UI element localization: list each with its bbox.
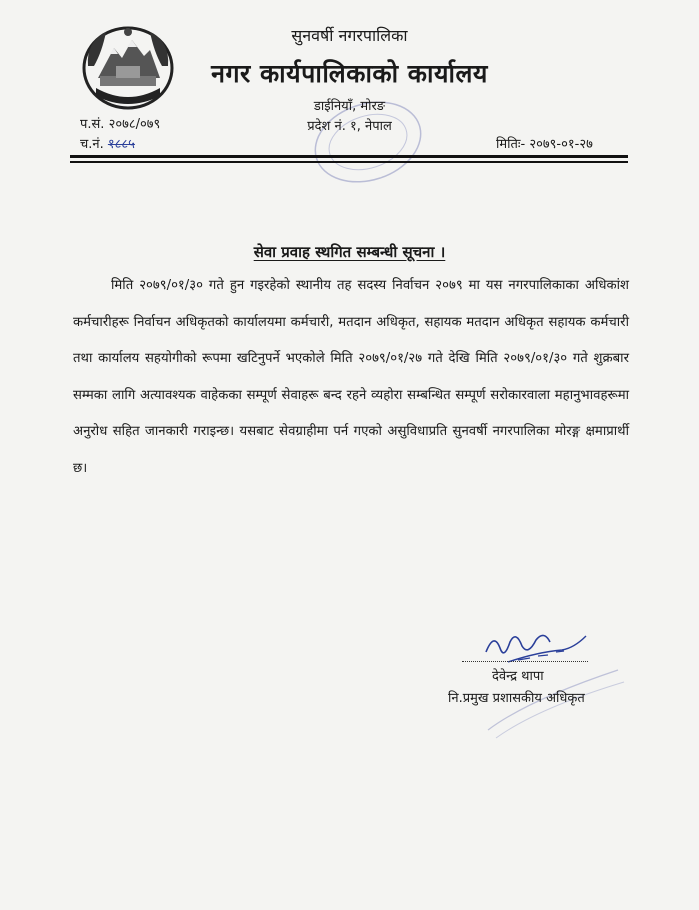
letter-date bbox=[496, 134, 593, 152]
municipality-name: सुनवर्षी नगरपालिका bbox=[291, 26, 408, 45]
date-label: मितिः- bbox=[496, 137, 526, 152]
subject-text: सेवा प्रवाह स्थगित सम्बन्धी सूचना । bbox=[253, 243, 446, 261]
notice-body: मिति २०७९/०१/३० गते हुन गइरहेको स्थानीय तह सदस्य निर्वाचन २०७९ मा यस नगरपालिकाका अधिकांश कर्मचारीहरू निर्वाचन अधिकृतको कार्यालयमा कर्मचारी, मतदान अधिकृत, सहायक मतदान अधिकृत सहायक कर्मचारी तथा कार्यालय सहयोगीको रूपमा खटिनुपर्ने भएकोले मिति २०७९/०१/२७ गते देखि मिति २०७९/०१/३० गते शुक्रबार सम्मका लागि अत्यावश्यक वाहेकका सम्पूर्ण सेवाहरू बन्द रहने व्यहोरा सम्बन्धित सम्पूर्ण सरोकारवाला महानुभावहरूमा अनुरोध सहित जानकारी गराइन्छ। यसबाट सेवग्राहीमा पर्न गएको असुविधाप्रति सुनवर्षी नगरपालिका मोरङ्ग क्षमाप्रार्थी छ। bbox=[73, 278, 629, 476]
signatory-name: देवेन्द्र थापा bbox=[492, 669, 544, 684]
signatory-title: नि.प्रमुख प्रशासकीय अधिकृत bbox=[448, 691, 585, 706]
reference-cn bbox=[80, 134, 135, 152]
header-rule-thin bbox=[70, 161, 628, 163]
cn-value: १८८५ bbox=[107, 137, 135, 152]
office-name: नगर कार्यपालिकाको कार्यालय bbox=[211, 59, 488, 88]
reference-ps bbox=[80, 114, 160, 132]
address-line-1: डाईनियाँ, मोरङ bbox=[313, 99, 386, 114]
header-rule-thick bbox=[70, 155, 628, 158]
signature-dotted-line bbox=[462, 661, 588, 662]
ps-value: २०७८/०७९ bbox=[108, 117, 161, 132]
notice-subject bbox=[0, 242, 699, 262]
cn-label: च.नं. bbox=[80, 137, 104, 152]
address-line-2: प्रदेश नं. १, नेपाल bbox=[307, 119, 392, 134]
date-value: २०७९-०१-२७ bbox=[529, 137, 593, 152]
ps-label: प.सं. bbox=[80, 117, 105, 132]
